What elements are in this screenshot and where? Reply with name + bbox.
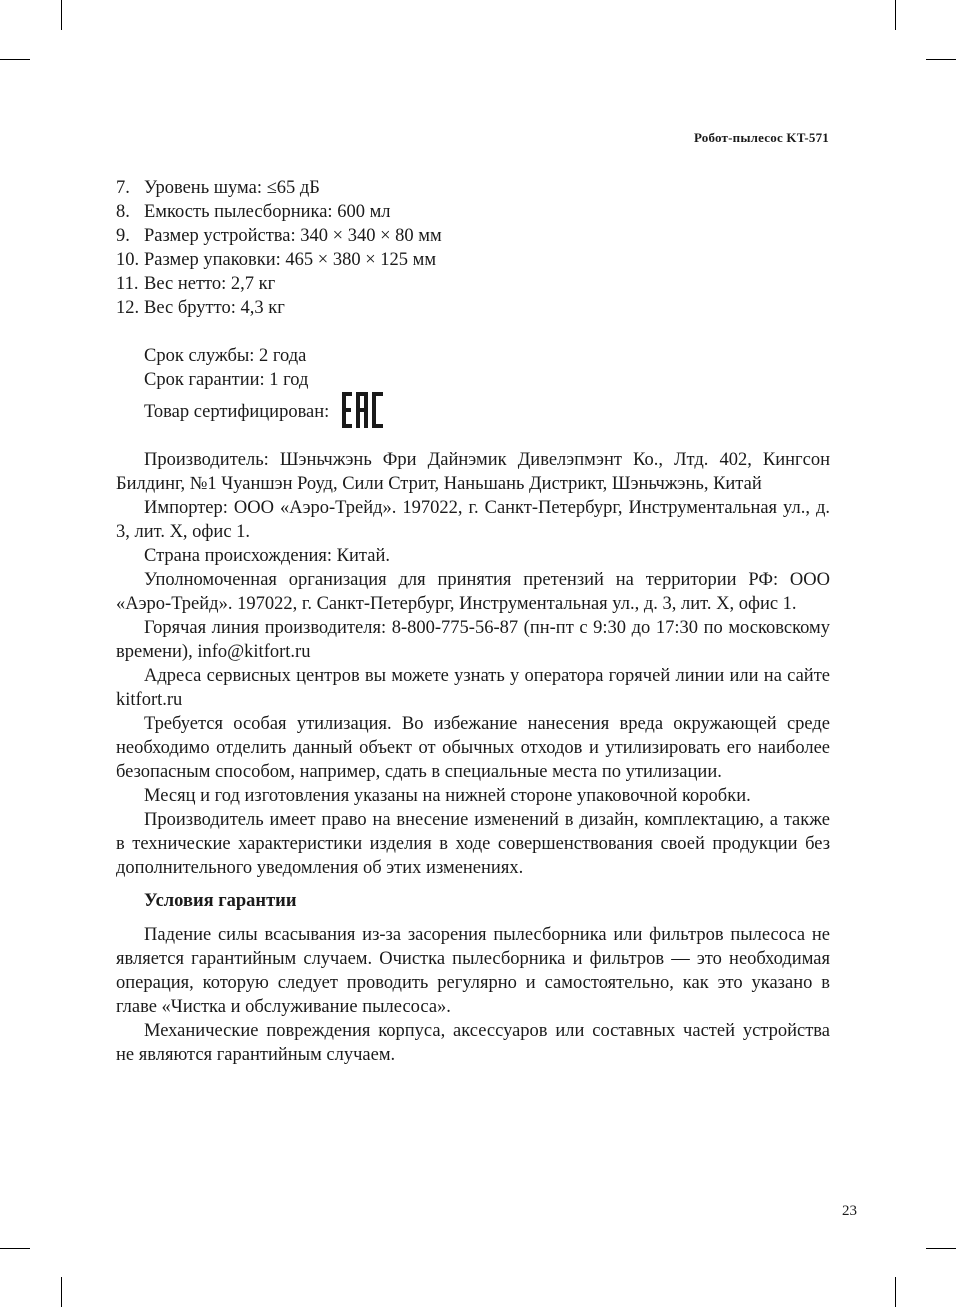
spec-text: Уровень шума: ≤65 дБ [144,178,320,198]
spec-text: Размер устройства: 340 × 340 × 80 мм [144,226,442,246]
certification-label: Товар сертифицирован: [144,402,330,422]
spec-text: Вес нетто: 2,7 кг [144,274,276,294]
service-life: Срок службы: 2 года [144,346,307,366]
spec-item [116,224,830,248]
spec-item [116,176,830,200]
info-paragraphs [116,448,830,880]
crop-mark-bottom-right [895,1277,896,1307]
crop-mark-left-lower [0,1248,30,1249]
manufacturer-paragraph: Производитель: Шэньчжэнь Фри Дайнэмик Дивелэпмэнт Ко., Лтд. 402, Кингсон Билдинг, №1 Чуаншэн Роуд, Сили Стрит, Наньшань Дистрикт, Шэньчжэнь, Китай [116,450,830,494]
spec-number: 11. [116,274,139,294]
crop-mark-right-lower [926,1248,956,1249]
warranty-suction-paragraph: Падение силы всасывания из-за засорения пылесборника или фильтров пылесоса не является гарантийным случаем. Очистка пылесборника и фильтров — это необходимая операция, которую следует проводить регулярно и самостоятельно, как это указано в главе «Чистка и обслуживание пылесоса». [116,925,830,1017]
spec-number: 10. [116,250,140,270]
disposal-paragraph: Требуется особая утилизация. Во избежание нанесения вреда окружающей среде необходимо отделить данный объект от обычных отходов и утилизировать его наиболее безопасным способом, например, сдать в специальные места по утилизации. [116,714,830,782]
spec-item [116,296,830,320]
warranty-paragraphs [116,923,830,1067]
spec-item [116,272,830,296]
importer-paragraph: Импортер: ООО «Аэро-Трейд». 197022, г. Санкт-Петербург, Инструментальная ул., д. 3, лит. Х, офис 1. [116,498,830,542]
spec-text: Емкость пылесборника: 600 мл [144,202,391,222]
spec-text: Размер упаковки: 465 × 380 × 125 мм [144,250,437,270]
page-content [116,176,830,1067]
crop-mark-top-right [895,0,896,30]
warranty-period: Срок гарантии: 1 год [144,370,309,390]
crop-mark-bottom-left [61,1277,62,1307]
spec-number: 9. [116,226,130,246]
warranty-damage-paragraph: Механические повреждения корпуса, аксессуаров или составных частей устройства не являются гарантийным случаем. [116,1021,830,1065]
spec-item [116,248,830,272]
hotline-paragraph: Горячая линия производителя: 8-800-775-56-87 (пн-пт с 9:30 до 17:30 по московскому времени), info@kitfort.ru [116,618,830,662]
claims-organization-paragraph: Уполномоченная организация для принятия претензий на территории РФ: ООО «Аэро-Трейд». 197022, г. Санкт-Петербург, Инструментальная ул., д. 3, лит. Х, офис 1. [116,570,830,614]
spec-list [116,176,830,320]
country-paragraph: Страна происхождения: Китай. [144,546,390,566]
crop-mark-top-left [61,0,62,30]
spec-text: Вес брутто: 4,3 кг [144,298,285,318]
spec-number: 8. [116,202,130,222]
spec-item [116,200,830,224]
running-header-title: Робот-пылесос KT-571 [693,130,829,145]
certification-line [144,392,830,424]
page-number: 23 [842,1203,857,1219]
spec-number: 12. [116,298,140,318]
changes-paragraph: Производитель имеет право на внесение изменений в дизайн, комплектацию, а также в технические характеристики изделия в ходе совершенствования своей продукции без дополнительного уведомления об этих изменениях. [116,810,830,878]
warranty-heading: Условия гарантии [144,891,297,911]
eac-mark-icon [342,392,384,428]
service-centers-paragraph: Адреса сервисных центров вы можете узнать у оператора горячей линии или на сайте kitfort.ru [116,666,830,710]
spec-number: 7. [116,178,130,198]
crop-mark-right-upper [926,59,956,60]
service-info [116,344,830,424]
manufacture-date-paragraph: Месяц и год изготовления указаны на нижней стороне упаковочной коробки. [144,786,751,806]
crop-mark-left-upper [0,59,30,60]
